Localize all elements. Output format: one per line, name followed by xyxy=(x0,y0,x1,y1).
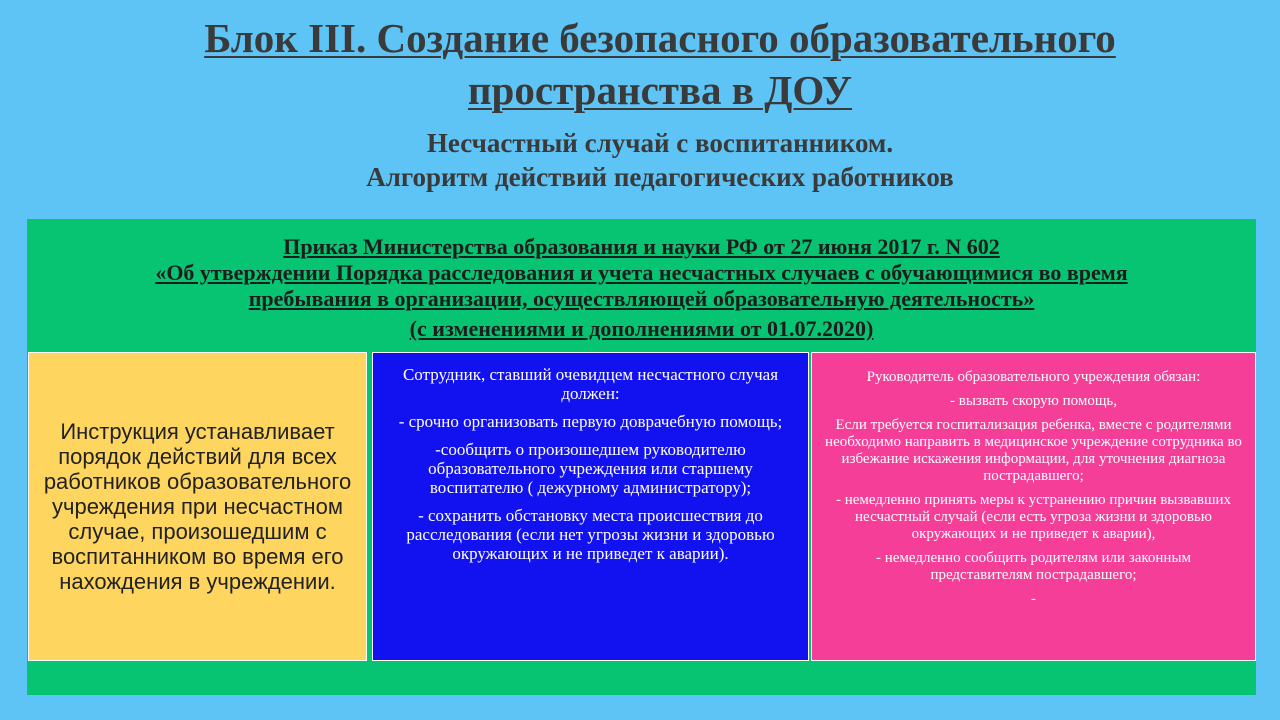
order-reference xyxy=(27,234,1256,342)
order-line-3: пребывания в организации, осуществляющей образовательную деятельность» xyxy=(248,286,1035,311)
page-title xyxy=(60,12,1260,116)
employee-heading: Сотрудник, ставший очевидцем несчастного случая должен: xyxy=(402,365,779,403)
title-line-2: пространства в ДОУ xyxy=(467,67,853,113)
subtitle-line-1: Несчастный случай с воспитанником. xyxy=(426,128,894,158)
order-changes: (с изменениями и дополнениями от 01.07.2020) xyxy=(409,316,874,341)
order-line-1: Приказ Министерства образования и науки РФ от 27 июня 2017 г. N 602 xyxy=(283,234,1000,259)
head-item: - xyxy=(1031,591,1036,607)
head-item: - немедленно сообщить родителям или законным представителям пострадавшего; xyxy=(875,550,1192,583)
employee-item: - сохранить обстановку места происшествия до расследования (если нет угрозы жизни и здоровью окружающих и не приведет к аварии). xyxy=(406,506,775,563)
subtitle-line-2: Алгоритм действий педагогических работников xyxy=(366,162,954,192)
order-line-2: «Об утверждении Порядка расследования и учета несчастных случаев с обучающимися во время xyxy=(155,260,1128,285)
head-heading: Руководитель образовательного учреждения обязан: xyxy=(866,369,1201,385)
head-item: - вызвать скорую помощь, xyxy=(950,393,1117,409)
head-box xyxy=(811,352,1256,661)
instruction-text: Инструкция устанавливает порядок действий для всех работников образовательного учреждения при несчастном случае, произошедшим с воспитанником во время его нахождения в учреждении. xyxy=(43,419,352,594)
employee-item: - срочно организовать первую доврачебную помощь; xyxy=(398,412,783,431)
title-line-1: Блок III. Создание безопасного образовательного xyxy=(204,15,1116,61)
employee-box xyxy=(372,352,809,661)
employee-item: -сообщить о произошедшем руководителю образовательного учреждения или старшему воспитателю ( дежурному администратору); xyxy=(428,440,753,497)
instruction-box xyxy=(28,352,367,661)
head-item: - немедленно принять меры к устранению причин вызвавших несчастный случай (если есть угроза жизни и здоровью окружающих и не приведет к аварии), xyxy=(835,492,1232,542)
head-item: Если требуется госпитализация ребенка, вместе с родителями необходимо направить в медицинское учреждение сотрудника во избежание искажения информации, для уточнения диагноза пострадавшего; xyxy=(825,417,1242,484)
page-subtitle xyxy=(40,126,1280,194)
